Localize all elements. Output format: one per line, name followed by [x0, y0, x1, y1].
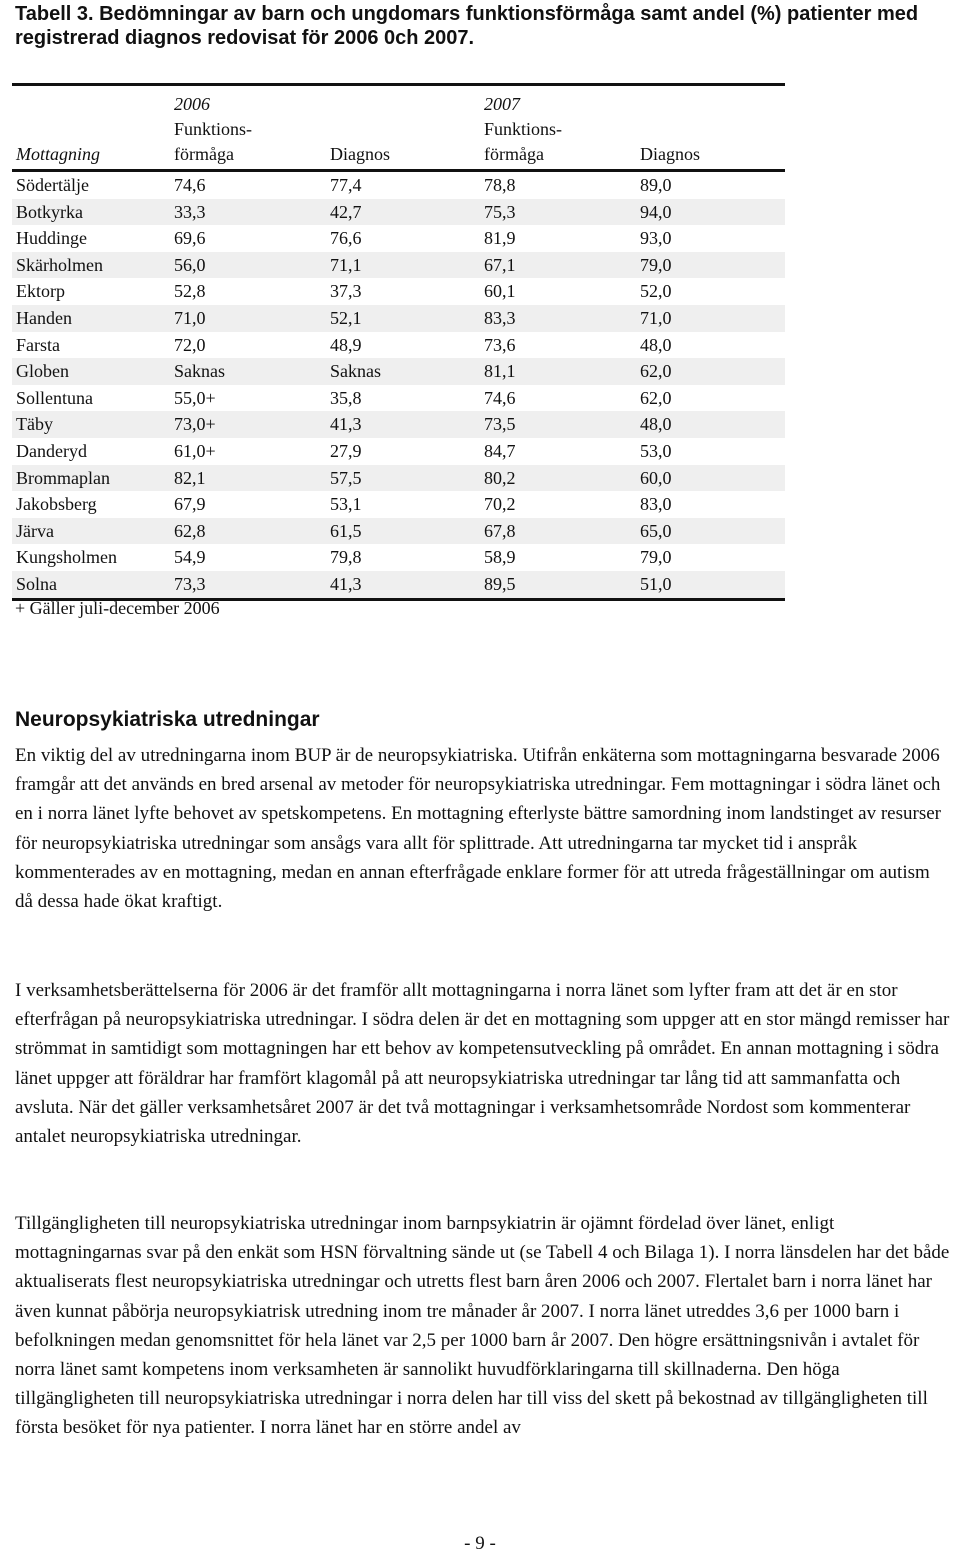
table-caption: Tabell 3. Bedömningar av barn och ungdomars funktionsförmåga samt andel (%) patienter med registrerad diagnos redovisat för 2006 0ch 2007.: [15, 3, 919, 49]
cell-mottagning: Täby: [16, 414, 53, 435]
cell-mottagning: Skärholmen: [16, 254, 103, 275]
cell-mottagning: Ektorp: [16, 281, 65, 302]
cell-mottagning: Kungsholmen: [16, 547, 117, 568]
section-heading: Neuropsykiatriska utredningar: [15, 708, 320, 731]
cell-funktion-2007: 67,1: [484, 254, 516, 275]
cell-mottagning: Södertälje: [16, 175, 89, 195]
cell-funktion-2007: 73,6: [484, 334, 516, 355]
header-funktions-2006-line1: Funktions-: [174, 119, 253, 139]
cell-mottagning: Jakobsberg: [16, 494, 97, 515]
cell-funktion-2007: 60,1: [484, 281, 516, 302]
cell-diagnos-2006: Saknas: [330, 361, 381, 382]
table-row: [12, 571, 785, 598]
cell-funktion-2007: 73,5: [484, 414, 516, 435]
cell-diagnos-2007: 79,0: [640, 254, 672, 275]
table-row: [12, 411, 785, 438]
cell-diagnos-2007: 71,0: [640, 307, 672, 328]
cell-mottagning: Brommaplan: [16, 467, 110, 488]
table-row: [12, 544, 785, 571]
cell-funktion-2007: 58,9: [484, 547, 516, 568]
cell-diagnos-2006: 71,1: [330, 254, 362, 275]
cell-funktion-2006: 73,0+: [174, 414, 216, 435]
cell-diagnos-2007: 48,0: [640, 334, 672, 355]
cell-funktion-2007: 80,2: [484, 467, 516, 488]
cell-diagnos-2007: 52,0: [640, 281, 672, 302]
paragraph-3: Tillgängligheten till neuropsykiatriska utredningar inom barnpsykiatrin är ojämnt fördelad över länet, enligt mottagningarnas svar på den enkät som HSN förvaltning sände ut (se Tabell 4 och Bilaga 1). I norra länsdelen har det både aktualiserats flest neuropsykiatriska utredningar och utretts flest barn åren 2006 och 2007. Flertalet barn i norra länet har även kunnat påbörja neuropsykiatrisk utredning inom tre månader år 2007. I norra länet utreddes 3,6 per 1000 barn i befolkningen medan genomsnittet för hela länet var 2,5 per 1000 barn år 2007. Den högre ersättningsnivån i avtalet för norra länet samt kompetens inom verksamheten är sannolikt huvudförklaringarna till skillnaderna. Den höga tillgängligheten till neuropsykiatriska utredningar i norra delen har till viss del skett på bekostnad av tillgängligheten till första besöket för nya patienter. I norra länet har en större andel av: [15, 1213, 950, 1439]
table-row: [12, 438, 785, 465]
cell-diagnos-2006: 77,4: [330, 175, 362, 195]
cell-funktion-2007: 74,6: [484, 387, 516, 408]
header-funktions-2006-line2: förmåga: [174, 144, 234, 164]
cell-diagnos-2006: 27,9: [330, 440, 362, 461]
table-row: [12, 172, 785, 199]
table-row: [12, 305, 785, 332]
cell-diagnos-2007: 48,0: [640, 414, 672, 435]
cell-funktion-2007: 83,3: [484, 307, 516, 328]
cell-diagnos-2006: 57,5: [330, 467, 362, 488]
cell-diagnos-2007: 51,0: [640, 573, 672, 594]
table-row: [12, 491, 785, 518]
cell-diagnos-2006: 76,6: [330, 228, 362, 249]
cell-funktion-2006: 56,0: [174, 254, 206, 275]
cell-diagnos-2006: 42,7: [330, 201, 362, 222]
cell-funktion-2006: 55,0+: [174, 387, 216, 408]
page-number: - 9 -: [464, 1533, 496, 1554]
header-funktionsformaga-2006: [174, 92, 252, 167]
cell-funktion-2007: 67,8: [484, 520, 516, 541]
cell-funktion-2006: 61,0+: [174, 440, 216, 461]
cell-funktion-2007: 89,5: [484, 573, 516, 594]
cell-diagnos-2007: 94,0: [640, 201, 672, 222]
header-diagnos-2007: Diagnos: [640, 144, 700, 164]
cell-diagnos-2006: 53,1: [330, 494, 362, 515]
cell-diagnos-2007: 53,0: [640, 440, 672, 461]
header-funktions-2007-line1: Funktions-: [484, 119, 563, 139]
table-row: [12, 332, 785, 359]
cell-diagnos-2006: 41,3: [330, 573, 362, 594]
cell-funktion-2007: 81,1: [484, 361, 516, 382]
cell-funktion-2007: 70,2: [484, 494, 516, 515]
cell-mottagning: Botkyrka: [16, 201, 83, 222]
paragraph-1: En viktig del av utredningarna inom BUP är de neuropsykiatriska. Utifrån enkäterna som mottagningarna besvarade 2006 framgår att det används en bred arsenal av metoder för neuropsykiatriska utredningar. Fem mottagningar i södra länet och en i norra länet lyfte behovet av spetskompetens. En mottagning efterlyste bättre samordning inom landstinget av resurser för neuropsykiatriska utredningar som ansågs vara allt för splittrade. Att utredningarna tar mycket tid i anspråk kommenterades av en mottagning, medan en annan efterfrågade enklare former för att utreda frågeställningar om autism då dessa hade ökat kraftigt.: [15, 745, 941, 913]
cell-funktion-2006: 71,0: [174, 307, 206, 328]
cell-funktion-2006: 82,1: [174, 467, 206, 488]
header-year-2006: 2006: [174, 94, 210, 114]
cell-diagnos-2007: 62,0: [640, 387, 672, 408]
table-row: [12, 199, 785, 226]
cell-diagnos-2007: 65,0: [640, 520, 672, 541]
cell-diagnos-2006: 41,3: [330, 414, 362, 435]
table-header: [12, 86, 785, 172]
cell-diagnos-2006: 37,3: [330, 281, 362, 302]
cell-funktion-2006: 67,9: [174, 494, 206, 515]
cell-funktion-2006: 73,3: [174, 573, 206, 594]
cell-mottagning: Huddinge: [16, 228, 87, 249]
cell-diagnos-2007: 89,0: [640, 175, 672, 195]
cell-diagnos-2006: 48,9: [330, 334, 362, 355]
cell-mottagning: Danderyd: [16, 440, 87, 461]
cell-mottagning: Globen: [16, 361, 69, 382]
cell-mottagning: Handen: [16, 307, 72, 328]
header-year-2007: 2007: [484, 94, 520, 114]
cell-diagnos-2007: 60,0: [640, 467, 672, 488]
table-body: [12, 172, 785, 601]
cell-diagnos-2007: 62,0: [640, 361, 672, 382]
cell-funktion-2007: 84,7: [484, 440, 516, 461]
table-row: [12, 252, 785, 279]
cell-diagnos-2006: 35,8: [330, 387, 362, 408]
table-row: [12, 358, 785, 385]
assessment-table: [12, 83, 785, 601]
header-diagnos-2006: Diagnos: [330, 144, 390, 164]
header-funktionsformaga-2007: [484, 92, 562, 167]
cell-funktion-2006: 72,0: [174, 334, 206, 355]
table-row: [12, 225, 785, 252]
cell-mottagning: Järva: [16, 520, 54, 541]
cell-funktion-2006: 62,8: [174, 520, 206, 541]
cell-diagnos-2006: 52,1: [330, 307, 362, 328]
cell-mottagning: Farsta: [16, 334, 60, 355]
cell-funktion-2007: 75,3: [484, 201, 516, 222]
header-funktions-2007-line2: förmåga: [484, 144, 544, 164]
table-row: [12, 278, 785, 305]
cell-diagnos-2007: 83,0: [640, 494, 672, 515]
cell-diagnos-2007: 93,0: [640, 228, 672, 249]
cell-funktion-2007: 78,8: [484, 175, 516, 195]
cell-funktion-2007: 81,9: [484, 228, 516, 249]
cell-funktion-2006: 74,6: [174, 175, 206, 195]
cell-mottagning: Sollentuna: [16, 387, 93, 408]
cell-funktion-2006: 52,8: [174, 281, 206, 302]
cell-diagnos-2007: 79,0: [640, 547, 672, 568]
header-mottagning: Mottagning: [16, 144, 100, 164]
table-row: [12, 465, 785, 492]
table-row: [12, 518, 785, 545]
cell-diagnos-2006: 61,5: [330, 520, 362, 541]
cell-funktion-2006: 69,6: [174, 228, 206, 249]
table-row: [12, 385, 785, 412]
cell-diagnos-2006: 79,8: [330, 547, 362, 568]
paragraph-2: I verksamhetsberättelserna för 2006 är det framför allt mottagningarna i norra länet som lyfter fram att det är en stor efterfrågan på neuropsykiatriska utredningar. I södra delen är det en mottagning som uppger att en stor mängd remisser har strömmat in samtidigt som mottagningen har ett behov av kompetensutveckling på området. En annan mottagning i södra länet uppger att föräldrar har framfört klagomål på att neuropsykiatriska utredningar tar lång tid att sammanfatta och avsluta. När det gäller verksamhetsåret 2007 är det två mottagningar i verksamhetsområde Nordost som kommenterar antalet neuropsykiatriska utredningar.: [15, 980, 950, 1148]
cell-funktion-2006: Saknas: [174, 361, 225, 382]
cell-funktion-2006: 54,9: [174, 547, 206, 568]
cell-mottagning: Solna: [16, 573, 58, 594]
table-footnote: + Gäller juli-december 2006: [15, 598, 220, 618]
cell-funktion-2006: 33,3: [174, 201, 206, 222]
